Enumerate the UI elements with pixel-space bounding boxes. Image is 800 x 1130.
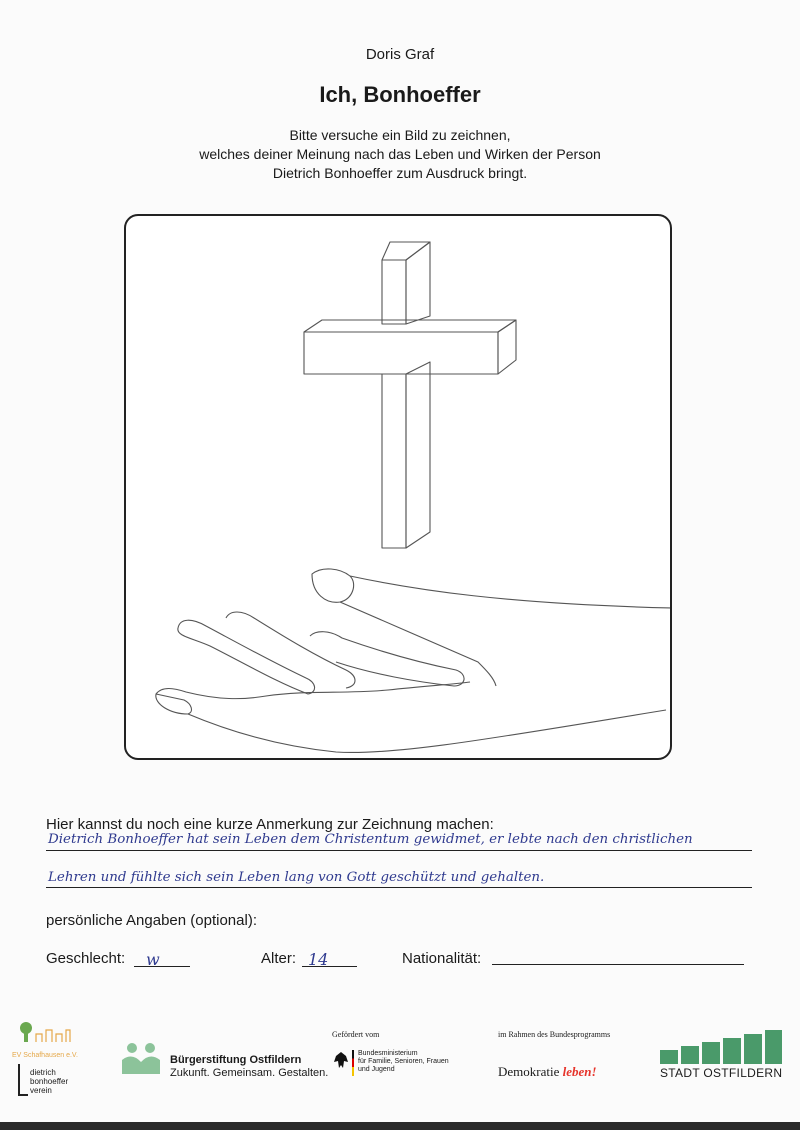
age-value: 14 xyxy=(308,950,329,969)
ev-schafhausen-logo xyxy=(12,1016,92,1098)
bars-icon xyxy=(658,1026,784,1066)
leben-word: leben! xyxy=(562,1064,597,1079)
ministry-line: Bundesministerium xyxy=(358,1050,418,1057)
author-name: Doris Graf xyxy=(365,46,435,63)
gender-label: Geschlecht: xyxy=(46,950,126,967)
nationality-label: Nationalität: xyxy=(402,950,482,967)
demokratie-word: Demokratie xyxy=(498,1064,560,1079)
buergerstiftung-logo xyxy=(120,1040,329,1080)
personal-heading: persönliche Angaben (optional): xyxy=(46,912,257,929)
gender-value: w xyxy=(146,950,160,969)
ev-schafhausen-text: EV Schafhausen e.V. xyxy=(12,1052,78,1059)
drawing-frame xyxy=(124,214,672,760)
ministry-line: und Jugend xyxy=(358,1066,395,1073)
cross-drawing xyxy=(304,242,516,548)
page-title: Ich, Bonhoeffer xyxy=(319,82,481,107)
rahmen-text: im Rahmen des Bundesprogramms xyxy=(498,1030,611,1039)
dbv-text xyxy=(30,1068,68,1095)
instruction-line: Bitte versuche ein Bild zu zeichnen, xyxy=(289,127,511,143)
dbv-logo-mark xyxy=(18,1064,28,1096)
instruction-line: Dietrich Bonhoeffer zum Ausdruck bringt. xyxy=(272,165,528,181)
demokratie-text xyxy=(498,1064,597,1080)
ministry-text xyxy=(358,1050,449,1074)
comment-line-1 xyxy=(46,850,752,851)
flag-stripe xyxy=(352,1050,354,1076)
dbv-line: dietrich xyxy=(30,1068,56,1077)
comment-prompt: Hier kannst du noch eine kurze Anmerkung zur Zeichnung machen: xyxy=(46,816,494,833)
hand-drawing xyxy=(156,569,670,753)
stiftung-slogan: Zukunft. Gemeinsam. Gestalten. xyxy=(170,1067,329,1079)
eagle-icon xyxy=(332,1050,350,1070)
gender-field-line xyxy=(134,966,190,967)
comment-text-2: Lehren und fühlte sich sein Leben lang von Gott geschützt und gehalten. xyxy=(48,870,545,885)
age-label: Alter: xyxy=(261,950,297,967)
dbv-line: verein xyxy=(30,1086,52,1095)
stadt-text: STADT OSTFILDERN xyxy=(660,1066,783,1080)
gefoerdert-text: Gefördert vom xyxy=(332,1030,380,1039)
bmfsfj-logo xyxy=(332,1030,482,1090)
comment-text-1: Dietrich Bonhoeffer hat sein Leben dem Christentum gewidmet, er lebte nach den christlichen xyxy=(48,832,693,847)
comment-line-2 xyxy=(46,887,752,888)
stiftung-name: Bürgerstiftung Ostfildern xyxy=(170,1054,302,1066)
drawing-sketch xyxy=(126,216,670,758)
scan-edge xyxy=(0,1122,800,1130)
ministry-line: für Familie, Senioren, Frauen xyxy=(358,1058,449,1065)
instruction-line: welches deiner Meinung nach das Leben und Wirken der Person xyxy=(199,146,601,162)
nationality-field-line xyxy=(492,964,744,965)
stadt-ostfildern-logo xyxy=(658,1026,788,1086)
tree-icon xyxy=(12,1016,92,1056)
people-icon xyxy=(120,1040,162,1076)
dbv-line: bonhoeffer xyxy=(30,1077,69,1086)
demokratie-leben-logo xyxy=(498,1030,628,1090)
instruction-text xyxy=(0,126,800,183)
